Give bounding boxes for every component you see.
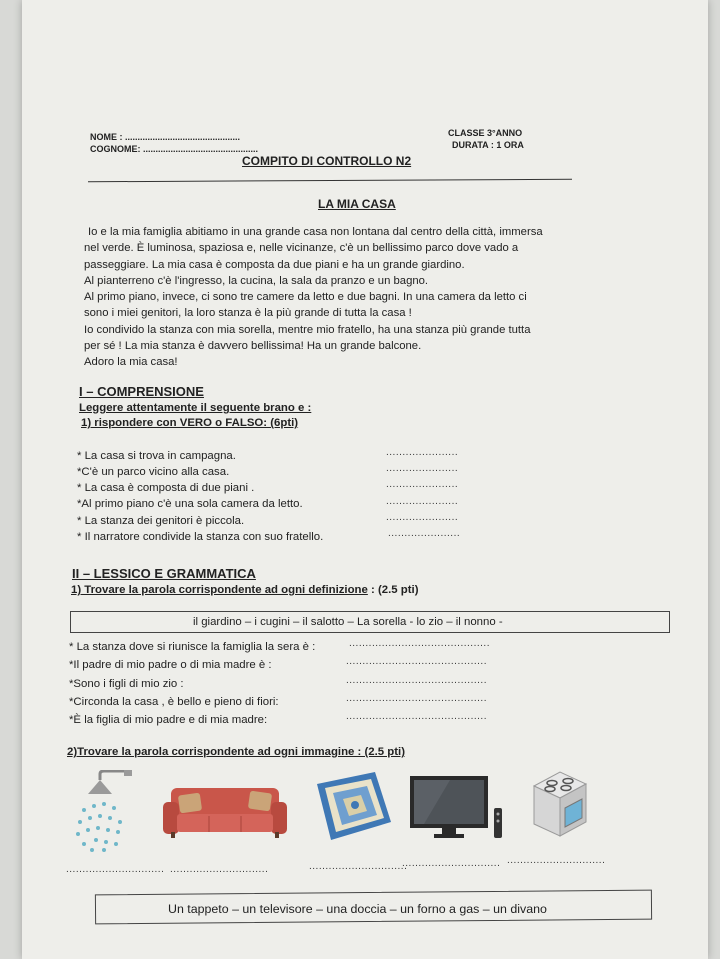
- answer-blank[interactable]: ......................: [386, 463, 459, 474]
- passage-line: Al primo piano, invece, ci sono tre camere da letto e due bagni. In una camera da letto ci: [84, 291, 527, 304]
- definition-item: *È la figlia di mio padre e di mia madre:: [69, 714, 268, 726]
- image-word-bank-text: Un tappeto – un televisore – una doccia – un forno a gas – un divano: [168, 902, 547, 916]
- definition-blank[interactable]: ...........................................: [346, 693, 487, 704]
- answer-blank[interactable]: ......................: [386, 512, 459, 523]
- word-bank-text: il giardino – i cugini – il salotto – La sorella - lo zio – il nonno -: [193, 616, 503, 628]
- definition-blank[interactable]: ...........................................: [346, 675, 487, 686]
- image-answer-blank[interactable]: ..............................: [170, 864, 269, 875]
- true-false-item: * La casa è composta di due piani .: [77, 482, 255, 494]
- definition-blank[interactable]: ...........................................: [346, 711, 487, 722]
- definition-blank[interactable]: ...........................................: [346, 656, 487, 667]
- passage-line: sono i miei genitori, la loro stanza è la più grande di tutta la casa !: [84, 307, 412, 320]
- section2-task1: [71, 584, 418, 596]
- duration-label: DURATA : 1 ORA: [452, 140, 524, 150]
- true-false-item: *Al primo piano c'è una sola camera da letto.: [77, 498, 303, 510]
- cognome-field: COGNOME: ..............................................: [90, 144, 259, 154]
- class-label: CLASSE 3°ANNO: [448, 128, 523, 138]
- passage-line: Io condivido la stanza con mia sorella, mentre mio fratello, ha una stanza più grande tutta: [84, 323, 531, 336]
- true-false-item: * La casa si trova in campagna.: [77, 450, 236, 462]
- passage-line: Adoro la mia casa!: [84, 356, 178, 369]
- section2-task2: 2)Trovare la parola corrispondente ad ogni immagine : (2.5 pti): [67, 746, 405, 758]
- definition-item: *Sono i figli di mio zio :: [69, 678, 184, 690]
- true-false-item: *C'è un parco vicino alla casa.: [77, 466, 230, 478]
- passage-line: passeggiare. La mia casa è composta da due piani e ha un grande giardino.: [84, 258, 465, 271]
- passage-line: Al pianterreno c'è l'ingresso, la cucina, la sala da pranzo e un bagno.: [84, 274, 429, 287]
- passage-line: Io e la mia famiglia abitiamo in una grande casa non lontana dal centro della città, immersa: [88, 226, 543, 238]
- definition-item: * La stanza dove si riunisce la famiglia la sera è :: [69, 641, 316, 653]
- section-lessico-title: II – LESSICO E GRAMMATICA: [72, 566, 256, 581]
- shower-icon: [70, 770, 140, 855]
- answer-blank[interactable]: ......................: [388, 528, 461, 539]
- section1-instruction: Leggere attentamente il seguente brano e :: [79, 402, 312, 414]
- image-answer-blank[interactable]: ..............................: [507, 855, 606, 866]
- passage-line: nel verde. È luminosa, spaziosa e, nelle vicinanze, c'è un bellissimo parco dove vado a: [84, 242, 519, 255]
- carpet-icon: [305, 768, 395, 846]
- task1-main: 1) Trovare la parola corrispondente ad ogni definizione: [71, 584, 368, 596]
- gas-stove-icon: [530, 768, 588, 838]
- section-comprensione-title: I – COMPRENSIONE: [79, 384, 204, 399]
- test-title: COMPITO DI CONTROLLO N2: [242, 154, 412, 168]
- television-icon: [410, 776, 506, 844]
- sofa-icon: [163, 782, 287, 842]
- image-answer-blank[interactable]: ..............................: [309, 861, 408, 872]
- section1-task: 1) rispondere con VERO o FALSO: (6pti): [81, 417, 299, 429]
- true-false-item: * La stanza dei genitori è piccola.: [77, 515, 245, 527]
- image-answer-blank[interactable]: ..............................: [66, 864, 165, 875]
- definition-item: *Circonda la casa , è bello e pieno di fiori:: [69, 696, 279, 708]
- definition-blank[interactable]: ...........................................: [349, 638, 490, 649]
- answer-blank[interactable]: ......................: [386, 447, 459, 458]
- task1-points: : (2.5 pti): [367, 584, 419, 596]
- definition-item: *Il padre di mio padre o di mia madre è :: [69, 659, 272, 671]
- image-answer-blank[interactable]: ..............................: [402, 858, 501, 869]
- passage-line: per sé ! La mia stanza è davvero bellissima! Ha un grande balcone.: [84, 340, 422, 353]
- answer-blank[interactable]: ......................: [386, 479, 459, 490]
- reading-passage: [84, 224, 584, 371]
- reading-title: LA MIA CASA: [318, 197, 396, 211]
- true-false-item: * Il narratore condivide la stanza con suo fratello.: [77, 531, 324, 543]
- nome-field: NOME : ..............................................: [90, 132, 241, 142]
- answer-blank[interactable]: ......................: [386, 496, 459, 507]
